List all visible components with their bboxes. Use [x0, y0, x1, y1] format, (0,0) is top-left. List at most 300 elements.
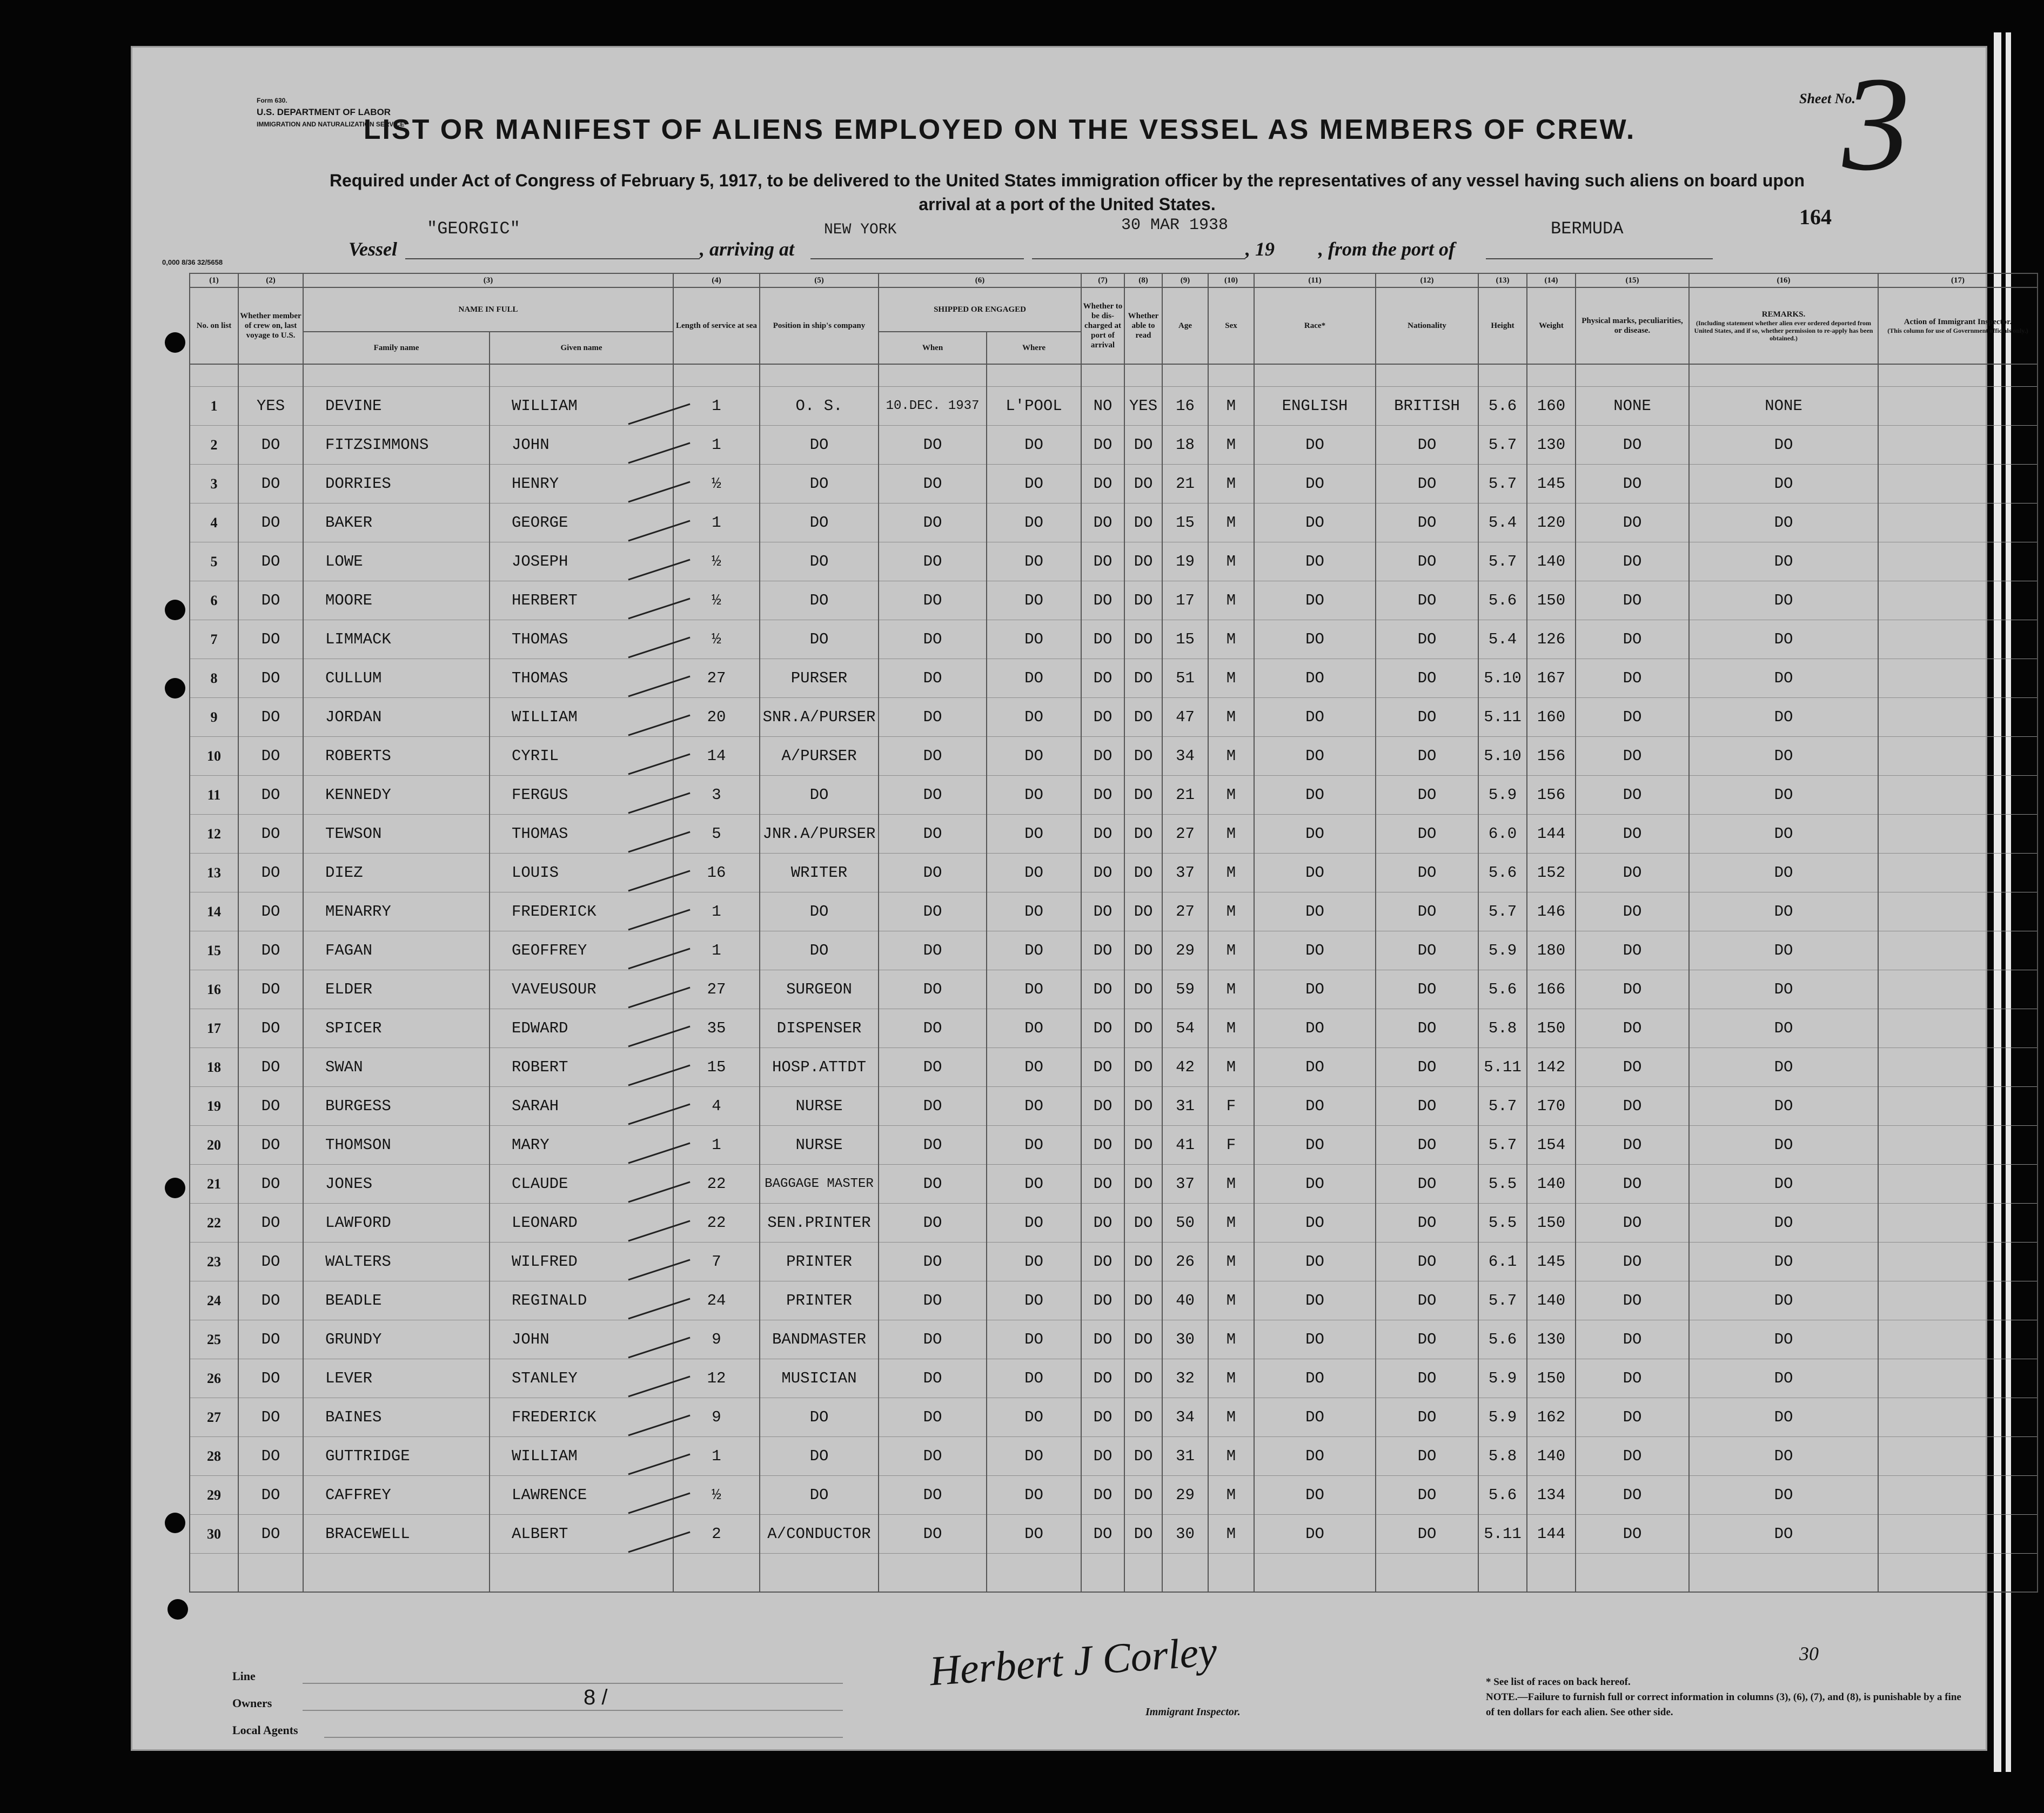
cell-prior-voyage: DO — [238, 698, 303, 737]
cell-age: 32 — [1162, 1359, 1208, 1398]
cell-nationality: DO — [1376, 1476, 1478, 1515]
cell-age: 59 — [1162, 970, 1208, 1009]
cell-position: DO — [760, 1476, 879, 1515]
action-note: (This column for use of Government officials only.) — [1887, 327, 2028, 334]
table-row — [190, 892, 2038, 931]
cell-row-number: 25 — [190, 1320, 238, 1359]
cell-position: A/CONDUCTOR — [760, 1515, 879, 1554]
spacer-row — [190, 1554, 2038, 1593]
cell-remarks: DO — [1689, 931, 1878, 970]
col-discharged: Whether to be dis-charged at port of arrival — [1081, 287, 1124, 364]
cell-sex: M — [1208, 1476, 1254, 1515]
cell-sex: M — [1208, 620, 1254, 659]
remarks-heading: REMARKS. — [1761, 310, 1806, 319]
cell-physical-marks: DO — [1576, 698, 1689, 737]
cell-prior-voyage: DO — [238, 1281, 303, 1320]
cell-physical-marks: DO — [1576, 892, 1689, 931]
cell-inspector-action — [1878, 659, 2038, 698]
cell-remarks: DO — [1689, 776, 1878, 815]
col-num: (17) — [1878, 273, 2038, 287]
cell-race: ENGLISH — [1254, 387, 1376, 426]
cell-given-name: HENRY — [490, 465, 673, 503]
col-age: Age — [1162, 287, 1208, 364]
cell-age: 40 — [1162, 1281, 1208, 1320]
cell-physical-marks: DO — [1576, 1398, 1689, 1437]
cell-shipped-where: DO — [987, 1204, 1081, 1243]
vessel-label: Vessel — [349, 238, 397, 260]
cell-row-number: 16 — [190, 970, 238, 1009]
cell-nationality: DO — [1376, 892, 1478, 931]
cell-sex: M — [1208, 1320, 1254, 1359]
cell-shipped-when: DO — [879, 1087, 987, 1126]
cell-shipped-where: DO — [987, 1165, 1081, 1204]
cell-physical-marks: DO — [1576, 620, 1689, 659]
cell-age: 26 — [1162, 1243, 1208, 1281]
cell-prior-voyage: DO — [238, 1126, 303, 1165]
cell-family-name: TEWSON — [303, 815, 490, 854]
cell-age: 41 — [1162, 1126, 1208, 1165]
cell-weight: 150 — [1527, 581, 1576, 620]
cell-race: DO — [1254, 892, 1376, 931]
cell-position: PRINTER — [760, 1281, 879, 1320]
cell-inspector-action — [1878, 503, 2038, 542]
binder-hole — [165, 600, 185, 620]
cell-service-length: 5 — [673, 815, 760, 854]
table-row — [190, 1281, 2038, 1320]
cell-shipped-when: DO — [879, 1476, 987, 1515]
cell-discharge: DO — [1081, 620, 1124, 659]
cell-row-number: 14 — [190, 892, 238, 931]
cell-sex: M — [1208, 465, 1254, 503]
cell-family-name: MOORE — [303, 581, 490, 620]
cell-family-name: LOWE — [303, 542, 490, 581]
cell-race: DO — [1254, 1009, 1376, 1048]
cell-inspector-action — [1878, 1320, 2038, 1359]
cell-nationality: BRITISH — [1376, 387, 1478, 426]
table-row — [190, 854, 2038, 892]
table-row — [190, 1437, 2038, 1476]
cell-physical-marks: DO — [1576, 1165, 1689, 1204]
cell-inspector-action — [1878, 1515, 2038, 1554]
cell-sex: M — [1208, 1009, 1254, 1048]
cell-shipped-when: DO — [879, 659, 987, 698]
cell-sex: F — [1208, 1126, 1254, 1165]
cell-remarks: DO — [1689, 542, 1878, 581]
cell-race: DO — [1254, 815, 1376, 854]
cell-row-number: 19 — [190, 1087, 238, 1126]
cell-prior-voyage: DO — [238, 503, 303, 542]
cell-shipped-when: DO — [879, 854, 987, 892]
page-title: LIST OR MANIFEST OF ALIENS EMPLOYED ON THE VESSEL AS MEMBERS OF CREW. — [363, 114, 1636, 145]
cell-shipped-where: DO — [987, 581, 1081, 620]
cell-shipped-where: DO — [987, 426, 1081, 465]
cell-remarks: DO — [1689, 1204, 1878, 1243]
cell-discharge: DO — [1081, 1476, 1124, 1515]
cell-discharge: DO — [1081, 892, 1124, 931]
cell-age: 30 — [1162, 1320, 1208, 1359]
cell-discharge: DO — [1081, 581, 1124, 620]
cell-row-number: 30 — [190, 1515, 238, 1554]
cell-nationality: DO — [1376, 970, 1478, 1009]
cell-prior-voyage: DO — [238, 970, 303, 1009]
cell-inspector-action — [1878, 698, 2038, 737]
cell-remarks: DO — [1689, 698, 1878, 737]
cell-inspector-action — [1878, 1243, 2038, 1281]
cell-given-name: STANLEY — [490, 1359, 673, 1398]
cell-physical-marks: DO — [1576, 1126, 1689, 1165]
binder-hole — [165, 678, 185, 699]
col-num: (3) — [303, 273, 673, 287]
cell-shipped-where: DO — [987, 465, 1081, 503]
cell-height: 5.4 — [1478, 503, 1527, 542]
cell-inspector-action — [1878, 1437, 2038, 1476]
cell-discharge: DO — [1081, 1009, 1124, 1048]
col-num: (11) — [1254, 273, 1376, 287]
cell-discharge: DO — [1081, 542, 1124, 581]
cell-row-number: 2 — [190, 426, 238, 465]
cell-given-name: WILLIAM — [490, 698, 673, 737]
table-row — [190, 815, 2038, 854]
col-num: (10) — [1208, 273, 1254, 287]
cell-discharge: DO — [1081, 465, 1124, 503]
cell-race: DO — [1254, 1165, 1376, 1204]
cell-nationality: DO — [1376, 1165, 1478, 1204]
cell-remarks: DO — [1689, 854, 1878, 892]
cell-sex: M — [1208, 581, 1254, 620]
cell-shipped-when: DO — [879, 737, 987, 776]
cell-position: SURGEON — [760, 970, 879, 1009]
table-row — [190, 1320, 2038, 1359]
cell-prior-voyage: DO — [238, 1243, 303, 1281]
cell-shipped-when: DO — [879, 620, 987, 659]
cell-row-number: 4 — [190, 503, 238, 542]
cell-prior-voyage: DO — [238, 931, 303, 970]
cell-shipped-where: DO — [987, 1126, 1081, 1165]
cell-age: 31 — [1162, 1087, 1208, 1126]
cell-position: NURSE — [760, 1126, 879, 1165]
cell-service-length: 16 — [673, 854, 760, 892]
cell-shipped-where: DO — [987, 1437, 1081, 1476]
cell-row-number: 17 — [190, 1009, 238, 1048]
cell-physical-marks: NONE — [1576, 387, 1689, 426]
binder-hole — [165, 1178, 185, 1198]
cell-physical-marks: DO — [1576, 465, 1689, 503]
cell-sex: M — [1208, 1165, 1254, 1204]
cell-remarks: DO — [1689, 1009, 1878, 1048]
cell-able-to-read: DO — [1124, 970, 1162, 1009]
cell-sex: F — [1208, 1087, 1254, 1126]
table-row — [190, 1515, 2038, 1554]
cell-weight: 154 — [1527, 1126, 1576, 1165]
inspector-signature: Herbert J Corley — [928, 1627, 1219, 1695]
year-label: , 19 — [1245, 238, 1275, 260]
col-num: (12) — [1376, 273, 1478, 287]
cell-discharge: DO — [1081, 854, 1124, 892]
cell-shipped-when: DO — [879, 542, 987, 581]
cell-nationality: DO — [1376, 1398, 1478, 1437]
cell-row-number: 7 — [190, 620, 238, 659]
cell-nationality: DO — [1376, 1359, 1478, 1398]
cell-weight: 150 — [1527, 1359, 1576, 1398]
cell-weight: 180 — [1527, 931, 1576, 970]
cell-remarks: DO — [1689, 465, 1878, 503]
cell-height: 5.10 — [1478, 737, 1527, 776]
cell-family-name: MENARRY — [303, 892, 490, 931]
cell-given-name: JOSEPH — [490, 542, 673, 581]
cell-age: 29 — [1162, 931, 1208, 970]
cell-race: DO — [1254, 1515, 1376, 1554]
cell-height: 5.7 — [1478, 426, 1527, 465]
cell-inspector-action — [1878, 931, 2038, 970]
cell-remarks: DO — [1689, 1320, 1878, 1359]
cell-inspector-action — [1878, 465, 2038, 503]
table-row — [190, 1204, 2038, 1243]
cell-sex: M — [1208, 1048, 1254, 1087]
cell-remarks: DO — [1689, 620, 1878, 659]
col-num: (14) — [1527, 273, 1576, 287]
cell-sex: M — [1208, 542, 1254, 581]
cell-discharge: DO — [1081, 1126, 1124, 1165]
cell-given-name: LAWRENCE — [490, 1476, 673, 1515]
cell-remarks: DO — [1689, 1048, 1878, 1087]
cell-inspector-action — [1878, 542, 2038, 581]
cell-weight: 145 — [1527, 1243, 1576, 1281]
cell-nationality: DO — [1376, 465, 1478, 503]
cell-height: 5.4 — [1478, 620, 1527, 659]
cell-age: 19 — [1162, 542, 1208, 581]
cell-given-name: THOMAS — [490, 659, 673, 698]
cell-height: 5.7 — [1478, 1087, 1527, 1126]
table-row — [190, 1243, 2038, 1281]
cell-family-name: GRUNDY — [303, 1320, 490, 1359]
cell-shipped-where: DO — [987, 1009, 1081, 1048]
cell-sex: M — [1208, 503, 1254, 542]
cell-position: SEN.PRINTER — [760, 1204, 879, 1243]
cell-remarks: DO — [1689, 426, 1878, 465]
cell-height: 5.5 — [1478, 1165, 1527, 1204]
cell-shipped-when: DO — [879, 426, 987, 465]
cell-weight: 160 — [1527, 698, 1576, 737]
page-subtitle: Required under Act of Congress of February 5, 1917, to be delivered to the United States immigration officer by the representatives of any vessel having such aliens on board upon arrival at a port of the United States. — [329, 171, 1805, 214]
cell-service-length: 15 — [673, 1048, 760, 1087]
cell-able-to-read: DO — [1124, 1009, 1162, 1048]
cell-family-name: LAWFORD — [303, 1204, 490, 1243]
cell-race: DO — [1254, 1087, 1376, 1126]
col-physical: Physical marks, peculiarities, or disease. — [1576, 287, 1689, 364]
cell-position: BAGGAGE MASTER — [760, 1165, 879, 1204]
cell-sex: M — [1208, 1204, 1254, 1243]
cell-service-length: 24 — [673, 1281, 760, 1320]
cell-able-to-read: DO — [1124, 620, 1162, 659]
table-row — [190, 1165, 2038, 1204]
cell-inspector-action — [1878, 581, 2038, 620]
cell-inspector-action — [1878, 1281, 2038, 1320]
cell-race: DO — [1254, 1243, 1376, 1281]
cell-discharge: DO — [1081, 1165, 1124, 1204]
cell-given-name: CLAUDE — [490, 1165, 673, 1204]
cell-shipped-where: DO — [987, 1476, 1081, 1515]
col-weight: Weight — [1527, 287, 1576, 364]
cell-able-to-read: DO — [1124, 1515, 1162, 1554]
cell-sex: M — [1208, 1281, 1254, 1320]
cell-shipped-where: DO — [987, 737, 1081, 776]
cell-shipped-when: 10.DEC. 1937 — [879, 387, 987, 426]
cell-nationality: DO — [1376, 1009, 1478, 1048]
cell-nationality: DO — [1376, 1243, 1478, 1281]
cell-shipped-where: DO — [987, 1243, 1081, 1281]
binder-hole — [165, 332, 185, 353]
cell-race: DO — [1254, 854, 1376, 892]
cell-nationality: DO — [1376, 581, 1478, 620]
cell-row-number: 22 — [190, 1204, 238, 1243]
col-num: (8) — [1124, 273, 1162, 287]
cell-race: DO — [1254, 1281, 1376, 1320]
cell-prior-voyage: DO — [238, 1165, 303, 1204]
cell-shipped-when: DO — [879, 892, 987, 931]
cell-physical-marks: DO — [1576, 737, 1689, 776]
cell-position: WRITER — [760, 854, 879, 892]
cell-discharge: DO — [1081, 1048, 1124, 1087]
penalty-note: NOTE.—Failure to furnish full or correct information in columns (3), (6), (7), and (8), is punishable by a fine of ten dollars for each alien. See other side. — [1486, 1691, 1961, 1718]
table-row — [190, 737, 2038, 776]
cell-family-name: JONES — [303, 1165, 490, 1204]
cell-nationality: DO — [1376, 659, 1478, 698]
local-agents-label: Local Agents — [232, 1723, 298, 1737]
cell-inspector-action — [1878, 387, 2038, 426]
binder-hole — [165, 1513, 185, 1533]
cell-discharge: DO — [1081, 737, 1124, 776]
cell-race: DO — [1254, 776, 1376, 815]
cell-height: 5.6 — [1478, 1476, 1527, 1515]
cell-prior-voyage: DO — [238, 815, 303, 854]
cell-able-to-read: DO — [1124, 1398, 1162, 1437]
cell-prior-voyage: DO — [238, 1476, 303, 1515]
cell-shipped-when: DO — [879, 1009, 987, 1048]
cell-able-to-read: DO — [1124, 931, 1162, 970]
cell-able-to-read: DO — [1124, 542, 1162, 581]
cell-weight: 142 — [1527, 1048, 1576, 1087]
cell-service-length: 22 — [673, 1165, 760, 1204]
service-name: IMMIGRATION AND NATURALIZATION SERVICE — [257, 120, 405, 128]
cell-able-to-read: DO — [1124, 698, 1162, 737]
cell-prior-voyage: DO — [238, 892, 303, 931]
cell-service-length: 1 — [673, 426, 760, 465]
col-length-service: Length of service at sea — [673, 287, 760, 364]
cell-service-length: 9 — [673, 1398, 760, 1437]
cell-shipped-where: DO — [987, 776, 1081, 815]
cell-race: DO — [1254, 620, 1376, 659]
table-row — [190, 426, 2038, 465]
cell-height: 5.8 — [1478, 1009, 1527, 1048]
cell-weight: 140 — [1527, 1281, 1576, 1320]
cell-race: DO — [1254, 970, 1376, 1009]
cell-discharge: DO — [1081, 426, 1124, 465]
cell-race: DO — [1254, 737, 1376, 776]
cell-weight: 167 — [1527, 659, 1576, 698]
table-row — [190, 659, 2038, 698]
cell-age: 37 — [1162, 1165, 1208, 1204]
cell-service-length: 14 — [673, 737, 760, 776]
cell-row-number: 15 — [190, 931, 238, 970]
cell-remarks: DO — [1689, 1243, 1878, 1281]
cell-shipped-when: DO — [879, 1398, 987, 1437]
table-row — [190, 387, 2038, 426]
cell-service-length: 2 — [673, 1515, 760, 1554]
cell-row-number: 6 — [190, 581, 238, 620]
cell-able-to-read: DO — [1124, 854, 1162, 892]
cell-height: 5.7 — [1478, 1281, 1527, 1320]
cell-prior-voyage: DO — [238, 1515, 303, 1554]
cell-height: 5.9 — [1478, 1398, 1527, 1437]
cell-remarks: DO — [1689, 1281, 1878, 1320]
cell-shipped-where: L'POOL — [987, 387, 1081, 426]
cell-height: 5.11 — [1478, 1515, 1527, 1554]
cell-family-name: FITZSIMMONS — [303, 426, 490, 465]
arriving-port: NEW YORK — [824, 221, 897, 238]
cell-family-name: BAINES — [303, 1398, 490, 1437]
cell-race: DO — [1254, 581, 1376, 620]
cell-height: 5.7 — [1478, 892, 1527, 931]
cell-race: DO — [1254, 659, 1376, 698]
cell-remarks: DO — [1689, 815, 1878, 854]
cell-position: BANDMASTER — [760, 1320, 879, 1359]
cell-sex: M — [1208, 970, 1254, 1009]
cell-inspector-action — [1878, 854, 2038, 892]
cell-given-name: VAVEUSOUR — [490, 970, 673, 1009]
cell-given-name: ROBERT — [490, 1048, 673, 1087]
cell-position: DO — [760, 542, 879, 581]
cell-remarks: DO — [1689, 970, 1878, 1009]
cell-age: 18 — [1162, 426, 1208, 465]
cell-weight: 120 — [1527, 503, 1576, 542]
cell-row-number: 18 — [190, 1048, 238, 1087]
cell-prior-voyage: DO — [238, 659, 303, 698]
from-port: BERMUDA — [1551, 219, 1624, 239]
cell-weight: 126 — [1527, 620, 1576, 659]
col-num: (1) — [190, 273, 238, 287]
cell-position: DISPENSER — [760, 1009, 879, 1048]
cell-family-name: ROBERTS — [303, 737, 490, 776]
cell-family-name: DEVINE — [303, 387, 490, 426]
print-code: 0,000 8/36 32/5658 — [162, 258, 223, 266]
cell-discharge: DO — [1081, 776, 1124, 815]
cell-inspector-action — [1878, 620, 2038, 659]
cell-physical-marks: DO — [1576, 1359, 1689, 1398]
cell-given-name: MARY — [490, 1126, 673, 1165]
cell-able-to-read: DO — [1124, 581, 1162, 620]
cell-remarks: DO — [1689, 503, 1878, 542]
cell-age: 30 — [1162, 1515, 1208, 1554]
cell-physical-marks: DO — [1576, 1320, 1689, 1359]
col-nationality: Nationality — [1376, 287, 1478, 364]
cell-able-to-read: YES — [1124, 387, 1162, 426]
cell-physical-marks: DO — [1576, 1009, 1689, 1048]
cell-race: DO — [1254, 542, 1376, 581]
cell-shipped-where: DO — [987, 815, 1081, 854]
cell-physical-marks: DO — [1576, 1281, 1689, 1320]
cell-height: 5.7 — [1478, 542, 1527, 581]
cell-given-name: LOUIS — [490, 854, 673, 892]
department-name: U.S. DEPARTMENT OF LABOR — [257, 107, 391, 117]
cell-shipped-when: DO — [879, 1515, 987, 1554]
cell-nationality: DO — [1376, 1437, 1478, 1476]
col-num: (15) — [1576, 273, 1689, 287]
cell-height: 5.10 — [1478, 659, 1527, 698]
cell-discharge: DO — [1081, 815, 1124, 854]
cell-discharge: DO — [1081, 1320, 1124, 1359]
cell-service-length: 12 — [673, 1359, 760, 1398]
vessel-name: "GEORGIC" — [427, 219, 520, 239]
